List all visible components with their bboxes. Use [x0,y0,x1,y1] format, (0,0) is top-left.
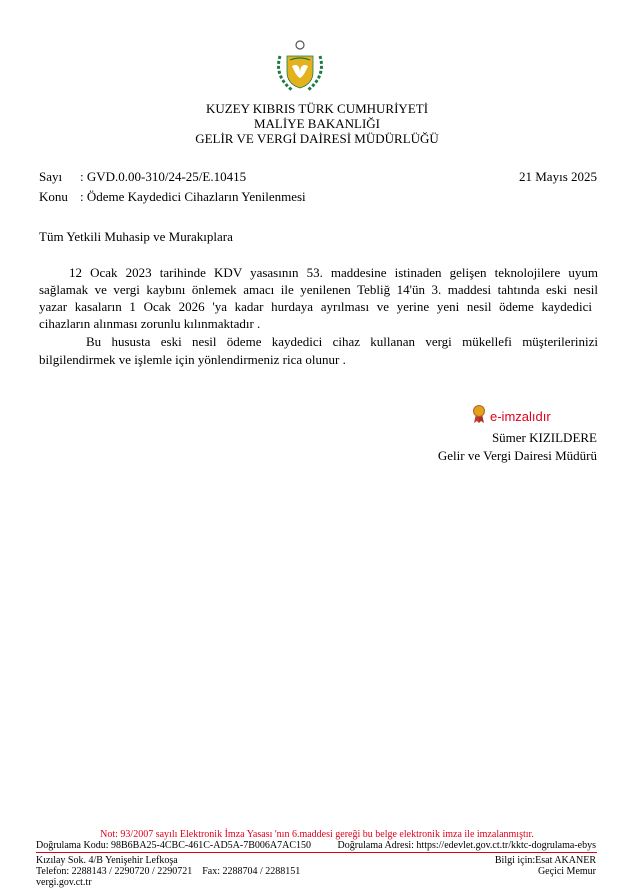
e-signature-label: e-imzalıdır [490,409,551,424]
footer-phone-fax: Telefon: 2288143 / 2290720 / 2290721 Fax: 2288704 / 2288151 [36,866,301,877]
body-line: yazar kasaların 1 Ocak 2026 'ya kadar hurdaya ayrılması ve yerine yeni nesil ödeme kaydedici [39,299,592,314]
body-line: cihazların alınması zorunlu kılınmaktadır . [39,316,261,331]
footer-address: Kızılay Sok. 4/B Yenişehir Lefkoşa [36,855,178,866]
body-line: bilgilendirmek ve işlemle için yönlendirmeniz rica olunur . [39,352,346,367]
footer-divider [36,852,597,853]
header-ministry-line1: KUZEY KIBRIS TÜRK CUMHURİYETİ [205,101,429,116]
ribbon-icon [472,404,486,429]
signer-name: Sümer KIZILDERE [491,430,597,445]
body-line: sağlamak ve vergi kaybını önlemek amacı ile yenilenen Tebliğ 14'ün 3. maddesi tahtında eski nesil [39,282,598,297]
header-ministry-line3: GELİR VE VERGİ DAİRESİ MÜDÜRLÜĞÜ [195,131,439,146]
verification-address: Doğrulama Adresi: https://edevlet.gov.ct.tr/kktc-dogrulama-ebys [337,840,596,851]
document-date: 21 Mayıs 2025 [519,169,597,184]
body-line: 12 Ocak 2023 tarihinde KDV yasasının 53. maddesine istinaden gelişen teknolojilere uyum [69,265,598,280]
e-signature-badge [472,404,551,429]
verification-code: Doğrulama Kodu: 98B6BA25-4CBC-461C-AD5A-7B006A7AC150 [36,840,311,851]
header-ministry-line2: MALİYE BAKANLIĞI [253,116,380,131]
signer-title: Gelir ve Vergi Dairesi Müdürü [437,448,597,463]
body-line: Bu hususta eski nesil ödeme kaydedici cihaz kullanan vergi mükellefi müşterilerinizi [86,334,598,349]
footer-info-contact: Bilgi için:Esat AKANER [494,855,596,866]
addressee: Tüm Yetkili Muhasip ve Murakıplara [39,229,233,244]
emblem-logo [270,36,330,96]
sayi-value: : GVD.0.00-310/24-25/E.10415 [80,169,247,184]
footer-esign-note: Not: 93/2007 sayılı Elektronik İmza Yasası 'nın 6.maddesi gereği bu belge elektronik imza ile imzalanmıştır. [100,829,534,840]
konu-value: : Ödeme Kaydedici Cihazların Yenilenmesi [80,189,306,204]
footer-website: vergi.gov.ct.tr [36,877,92,888]
footer-info-title: Geçici Memur [537,866,596,877]
konu-label: Konu [39,189,68,204]
sayi-label: Sayı [39,169,63,184]
